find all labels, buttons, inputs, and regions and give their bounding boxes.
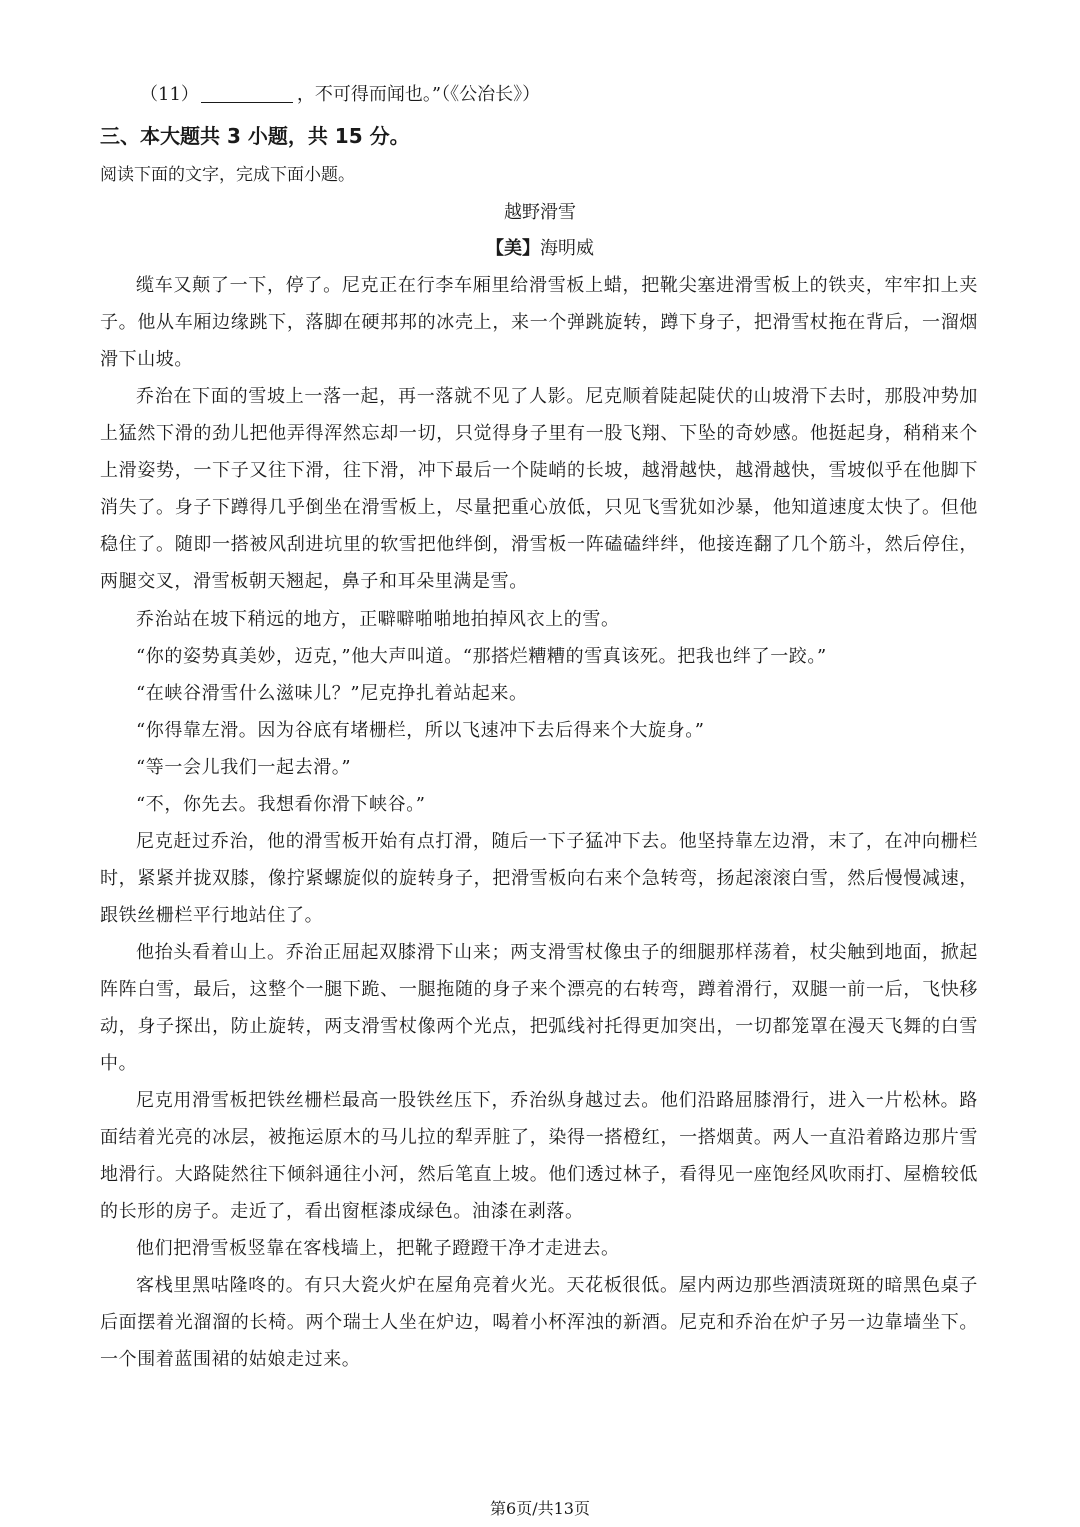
paragraph: 客栈里黑咕隆咚的。有只大瓷火炉在屋角亮着火光。天花板很低。屋内两边那些酒渍斑斑的暗黑色桌子后面摆着光溜溜的长椅。两个瑞士人坐在炉边，喝着小杯浑浊的新酒。尼克和乔治在炉子另一边靠墙坐下。一个围着蓝围裙的姑娘走过来。 (100, 1275, 978, 1370)
question-11-number: （11） (140, 84, 199, 105)
paragraph: 乔治在下面的雪坡上一落一起，再一落就不见了人影。尼克顺着陡起陡伏的山坡滑下去时，那股冲势加上猛然下滑的劲儿把他弄得浑然忘却一切，只觉得身子里有一股飞翔、下坠的奇妙感。他挺起身，稍稍来个上滑姿势，一下子又往下滑，往下滑，冲下最后一个陡峭的长坡，越滑越快，越滑越快，雪坡似乎在他脚下消失了。身子下蹲得几乎倒坐在滑雪板上，尽量把重心放低，只见飞雪犹如沙暴，他知道速度太快了。但他稳住了。随即一搭被风刮进坑里的软雪把他绊倒，滑雪板一阵磕磕绊绊，他接连翻了几个筋斗，然后停住，两腿交叉，滑雪板朝天翘起，鼻子和耳朵里满是雪。 (100, 386, 978, 592)
author-name: 海明威 (540, 238, 594, 259)
author-nationality: 【美】 (486, 238, 540, 259)
paragraph: 尼克赶过乔治，他的滑雪板开始有点打滑，随后一下子猛冲下去。他坚持靠左边滑，末了，在冲向栅栏时，紧紧并拢双膝，像拧紧螺旋似的旋转身子，把滑雪板向右来个急转弯，扬起滚滚白雪，然后慢慢减速，跟铁丝栅栏平行地站住了。 (100, 831, 978, 926)
page-number: 第6页/共13页 (490, 1499, 590, 1518)
dialogue-line: “在峡谷滑雪什么滋味儿？”尼克挣扎着站起来。 (136, 683, 528, 704)
dialogue-line: “你的姿势真美妙，迈克，”他大声叫道。“那搭烂糟糟的雪真该死。把我也绊了一跤。” (136, 646, 827, 667)
article-author (0, 238, 1080, 260)
article-title: 越野滑雪 (504, 202, 576, 223)
question-11-line (140, 84, 1018, 106)
paragraph: 他们把滑雪板竖靠在客栈墙上，把靴子蹬蹬干净才走进去。 (136, 1238, 620, 1259)
question-11-text: ，不可得而闻也。”（《公冶长》） (296, 84, 541, 105)
section-heading: 三、本大题共 3 小题，共 15 分。 (100, 124, 410, 148)
paragraph: 他抬头看着山上。乔治正屈起双膝滑下山来；两支滑雪杖像虫子的细腿那样荡着，杖尖触到地面，掀起阵阵白雪，最后，这整个一腿下跪、一腿拖随的身子来个漂亮的右转弯，蹲着滑行，双腿一前一后，飞快移动，身子探出，防止旋转，两支滑雪杖像两个光点，把弧线衬托得更加突出，一切都笼罩在漫天飞舞的白雪中。 (100, 942, 978, 1074)
dialogue-line: “等一会儿我们一起去滑。” (136, 757, 352, 778)
paragraph: 尼克用滑雪板把铁丝栅栏最高一股铁丝压下，乔治纵身越过去。他们沿路屈膝滑行，进入一片松林。路面结着光亮的冰层，被拖运原木的马儿拉的犁弄脏了，染得一搭橙红，一搭烟黄。两人一直沿着路边那片雪地滑行。大路陡然往下倾斜通往小河，然后笔直上坡。他们透过林子，看得见一座饱经风吹雨打、屋檐较低的长形的房子。走近了，看出窗框漆成绿色。油漆在剥落。 (100, 1090, 978, 1222)
answer-blank[interactable] (201, 84, 293, 103)
paragraph: 乔治站在坡下稍远的地方，正噼噼啪啪地拍掉风衣上的雪。 (136, 609, 620, 630)
paragraph: 缆车又颠了一下，停了。尼克正在行李车厢里给滑雪板上蜡，把靴尖塞进滑雪板上的铁夹，牢牢扣上夹子。他从车厢边缘跳下，落脚在硬邦邦的冰壳上，来一个弹跳旋转，蹲下身子，把滑雪杖拖在背后，一溜烟滑下山坡。 (100, 275, 978, 370)
dialogue-line: “你得靠左滑。因为谷底有堵栅栏，所以飞速冲下去后得来个大旋身。” (136, 720, 705, 741)
instruction-text: 阅读下面的文字，完成下面小题。 (100, 165, 355, 185)
dialogue-line: “不，你先去。我想看你滑下峡谷。” (136, 794, 426, 815)
